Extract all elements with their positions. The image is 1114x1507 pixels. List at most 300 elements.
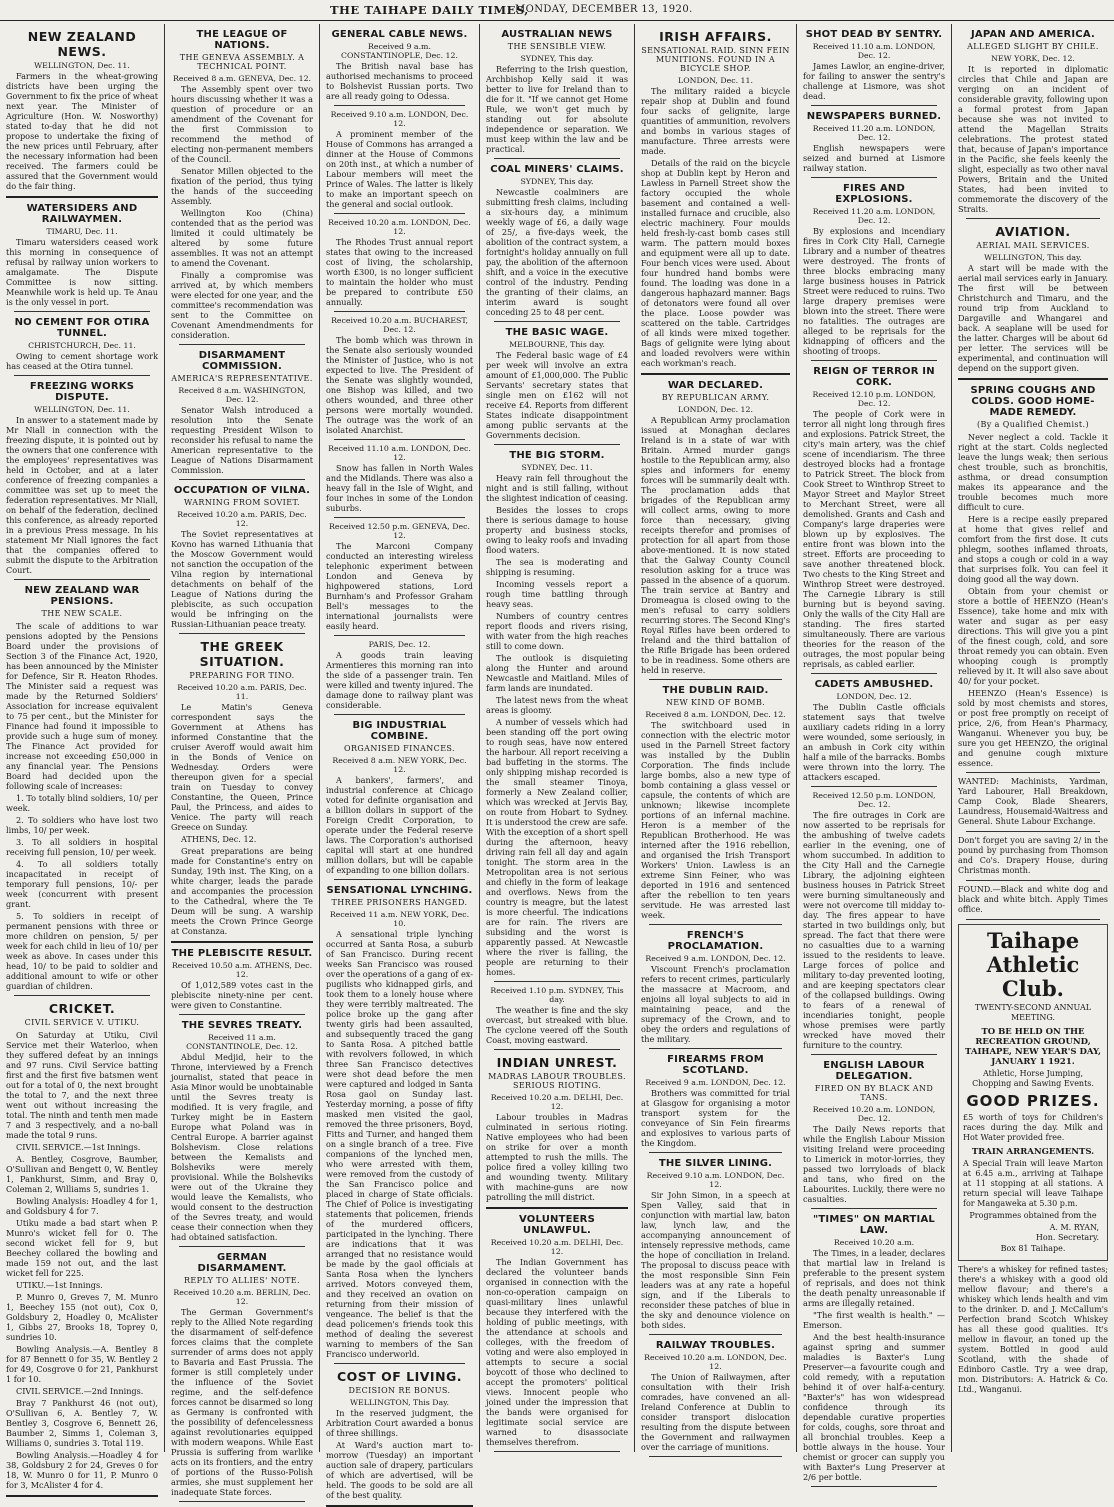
article-paragraph: The military raided a bicycle repair shop at Dublin and found four sacks of gelignite, large quantities of ammunition, revolvers and bombs in various stages of manufacture. Three arrests were made. [641, 86, 790, 156]
ad-secretary-title: Hon. Secretary. [1035, 1233, 1099, 1242]
article [171, 639, 313, 936]
article-headline: VOLUNTEERS UNLAWFUL. [519, 1214, 595, 1236]
article-body [171, 1307, 313, 1497]
article [326, 444, 473, 513]
article-dateline: Received 10.20 a.m. BUCHAREST, Dec. 12. [331, 316, 468, 334]
article-body [326, 463, 473, 513]
article [326, 522, 473, 631]
ad-events: Athletic, Horse Jumping, Chopping and Sawing Events. [972, 1069, 1094, 1088]
article-paragraph: The Marconi Company conducted an interesting wireless telephonic experiment between London and Geneva by highpowered stations, Lord Burnham's and Professor Graham Bell's messages to the international journalists were easily heard. [326, 541, 473, 631]
divider [334, 213, 465, 214]
article-dateline: Received 8 a.m. LONDON, Dec. 12. [645, 710, 786, 719]
article-paragraph: A goods train leaving Armentieres this morning ran into the side of a passenger train. Ten were killed and twenty injured. The damage done to railway plant was considerable. [326, 650, 474, 710]
divider [14, 375, 150, 376]
article-body [803, 1124, 945, 1204]
article [326, 110, 473, 209]
article-subheading: BY REPUBLICAN ARMY. [661, 393, 770, 402]
article [326, 885, 473, 1359]
article-paragraph: Wellington Koo (China) contended that as the period was limited it could ultimately be altered by some future assemblies. It was not an attempt to amend the Covenant. [171, 208, 313, 268]
article-body [326, 237, 473, 307]
article-headline: NEW ZEALAND NEWS. [27, 29, 137, 59]
divider [811, 360, 937, 361]
article-dateline: Received 10.20 a.m. PARIS, Dec. 11. [177, 683, 307, 701]
article-paragraph: Besides the losses to crops there is serious damage to house property and business stocks, owing to leaky roofs and invading flood waters. [486, 505, 628, 555]
divider [958, 378, 1108, 380]
divider [334, 517, 465, 518]
ad-meeting: TWENTY-SECOND ANNUAL MEETING. [974, 1003, 1092, 1022]
article-headline: THE LEAGUE OF NATIONS. [196, 29, 288, 51]
article-body [803, 810, 945, 1050]
article-dateline: Received 9.10 a.m. LONDON, Dec. 12. [646, 1171, 785, 1189]
divider [179, 633, 305, 634]
column-6 [797, 24, 952, 1482]
article [6, 317, 158, 371]
article-paragraph: Brothers was committed for trial at Glasgow for organising a motor transport system for the conveyance of Sin Fein firearms and explosives to various parts of the Kingdom. [641, 1088, 790, 1148]
article-headline: THE DUBLIN RAID. [662, 685, 769, 696]
article-headline: THE GREEK SITUATION. [199, 639, 285, 669]
article [6, 381, 158, 575]
article-body [803, 409, 945, 669]
article-headline: AUSTRALIAN NEWS [501, 29, 613, 40]
article-dateline: LONDON, Dec. 12. [836, 692, 912, 701]
article-subheading: ALLEGED SLIGHT BY CHILE. [967, 42, 1099, 51]
article-paragraph: In the reserved judgment, the Arbitration Court awarded a bonus of three shillings. [326, 1408, 473, 1438]
article-dateline: MELBOURNE, This day. [509, 340, 605, 349]
article-paragraph: Newcastle coalminers are submitting fresh claims, including a six-hours day, a minimum weekly wage of £6, a daily wage of 25/, a five-days week, the abolition of the contract system, a fortnight's holiday annually on full pay, the abolition of the afternoon shift, and a voice in the executive control of the industry. Pending the granting of their claims, an interim award is sought conceding 25 to 48 per cent. [486, 187, 629, 317]
article [641, 685, 790, 920]
article-dateline: Received 8 a.m. GENEVA, Dec. 12. [172, 74, 312, 83]
article [641, 930, 790, 1044]
divider [494, 321, 620, 322]
article-paragraph: The Times, in a leader, declares that martial law in Ireland is preferable to the present system of reprisals, and does not think the death penalty unreasonable if arms are illegally retained. [803, 1248, 945, 1308]
article [641, 380, 790, 675]
article-paragraph: Referring to the Irish question, Archbishop Kelly said it was better to live for Ireland than to die for it. "If we cannot get Home Rule, we won't get much by standing out for absolute independence or separation. We must keep within the law and be practical. [486, 64, 628, 154]
divider [649, 924, 782, 925]
divider [14, 579, 150, 580]
article-dateline: Received 10.20 a.m. BERLIN, Dec. 12. [173, 1288, 311, 1306]
article-paragraph: The outlook is disquieting along the Hunter and around Newcastle and Maitland. Miles of farm lands are inundated. [486, 653, 628, 693]
newspaper-title: THE TAIHAPE DAILY TIMES, [330, 3, 529, 17]
article-body [171, 1052, 313, 1242]
article-paragraph: HEENZO (Hean's Essence) is sold by most chemists and stores, or post free promptly on receipt of price, 2/6, from Hean's Pharmacy, Wanganui. Whenever you buy, be sure you get HEENZO, the original and genuine cough mixture essence. [958, 688, 1108, 768]
column-1 [0, 24, 165, 1490]
ad-train-details: A Special Train will leave Marton at 6.45 a.m., arriving at Taihape at 11 stopping at all stations. A return special will leave Taihape for Mangaweka at 5.30 p.m. [963, 1159, 1103, 1208]
divider [494, 158, 620, 159]
article-dateline: Received 9 a.m. LONDON, Dec. 12. [645, 1078, 786, 1087]
divider [14, 311, 150, 312]
divider [811, 673, 937, 674]
article-headline: JAPAN AND AMERICA. [971, 29, 1095, 40]
classified-ad: WANTED: Machinists, Yardman, Yard Labourer, Hall Breakdown, Camp Cook, Blade Shearers, Laundress, Housemaid-Waitress and General. Shute Labour Exchange. [958, 777, 1108, 826]
divider [649, 1334, 782, 1335]
divider [486, 1207, 628, 1209]
article-dateline: Received 11.20 a.m. LONDON, Dec. 12. [812, 207, 936, 225]
article-dateline: Received 10.20 a.m. PARIS, Dec. 12. [177, 510, 307, 528]
article [958, 224, 1108, 373]
article [803, 29, 945, 101]
article-body [326, 650, 473, 710]
article-paragraph: A number of vessels which had been standing off the port owing to rough seas, have now entered the harbour. All report receiving a bad buffeting in the storms. The only shipping mishap recorded is the small steamer Tinoya, formerly a New Zealand collier, which was wrecked at Jervis Bay, on route from Hobart to Sydney. It is understood the crew are safe. With the exception of a short spell during the afternoon, heavy driving rain fell all day and again tonight. The storm area in the Metropolitan area is not serious and chiefly in the form of leakage and overflows. News from the country is meagre, but the latest is more cheerful. The indications are for rain. The rivers are subsiding and the worst is apparently passed. At Newcastle where the river is falling, the people are returning to their homes. [486, 717, 628, 977]
article-headline: FIRES AND EXPLOSIONS. [835, 183, 913, 205]
divider [494, 444, 620, 445]
divider [811, 1486, 937, 1487]
article-paragraph: Numbers of country centres report floods and rivers rising, with water from the high reaches still to come down. [486, 611, 628, 651]
article-paragraph: Utiku made a bad start when P. Munro's wicket fell for 0. The second wicket fell for 9, but Beechey collared the bowling and made 159 not out, and the last wicket fell for 225. [6, 1218, 158, 1278]
article-dateline: SYDNEY, This day. [520, 54, 594, 63]
article [326, 640, 473, 710]
article-paragraph: ATHENS, Dec. 12. [181, 834, 257, 844]
article [803, 183, 945, 356]
divider [494, 1451, 620, 1452]
divider [649, 1152, 782, 1153]
article-paragraph: English newspapers were seized and burned at Lismore railway station. [803, 143, 945, 173]
article-dateline: WELLINGTON, This Day. [349, 1398, 449, 1407]
divider [334, 311, 465, 312]
article-paragraph: Great preparations are being made for Constantine's entry on Sunday, 19th inst. The King, on a white charger, leads the parade and accompanies the procession to the Cathedral, where the Te Deum will be sung. A warship meets the Crown Prince George at Constanza. [171, 846, 313, 936]
article [958, 29, 1108, 214]
article [326, 29, 473, 101]
article-body [641, 964, 790, 1044]
article-body [486, 1112, 628, 1202]
article-dateline: Received 10.20 a.m. LONDON, Dec. 12. [328, 218, 471, 236]
article-paragraph: Snow has fallen in North Wales and the Midlands. There was also a heavy fall in the Isle of Wight, and four inches in some of the London suburbs. [326, 463, 473, 513]
article-paragraph: The Rhodes Trust annual report states that owing to the increased cost of living, the scholarship, worth £300, is no longer sufficient to maintain the holder who must be prepared to contribute £50 annually. [326, 237, 473, 307]
article-dateline: Received 10.20 a.m. LONDON, Dec. 12. [644, 1353, 787, 1371]
article-headline: AVIATION. [995, 224, 1071, 239]
article-paragraph: James Lawlor, an engine-driver, for failing to answer the sentry's challenge at Lismore, was shot dead. [803, 61, 945, 101]
article [486, 986, 628, 1045]
article-body [641, 720, 790, 920]
article-subheading: (By a Qualified Chemist.) [976, 420, 1090, 429]
article-subheading: PREPARING FOR TINO. [189, 671, 295, 680]
article [171, 350, 313, 475]
article-body [486, 64, 628, 154]
divider [14, 995, 150, 996]
article-body [6, 237, 158, 307]
article-dateline: SYDNEY, Dec. 11. [521, 463, 593, 472]
article-paragraph: By explosions and incendiary fires in Cork City Hall, Carnegie Library and a number of theatres were destroyed. The fronts of three blocks embracing many large business houses in Patrick Street were reduced to ruins. Two large drapery premises were blown into the street. There were no fatalities. The outrages are alleged to be reprisals for the kidnapping of officers and the shooting of troops. [803, 226, 945, 356]
article-body [803, 61, 945, 101]
article [486, 450, 628, 977]
article-body [803, 702, 945, 782]
divider [966, 880, 1100, 881]
article-dateline: Received 10.50 a.m. ATHENS, Dec. 12. [171, 961, 313, 979]
article-paragraph: And the best health-insurance against spring and summer maladies is Baxter's Lung Preserver—a favourite cough and cold remedy, with a reputation behind it of over half-a-century. "Baxter's" has won widespread confidence through its dependable curative properties for colds, coughs, sore throat and all bronchial troubles. Keep a bottle always in the house. Your chemist or grocer can supply you with Baxter's Lung Preserver at 2/6 per bottle. [803, 1332, 945, 1482]
article-paragraph: At Ward's auction mart to-morrow (Tuesday) an important auction sale of drapery, particulars of which are advertised, will be held. The goods to be sold are all of the best quality. [326, 1440, 473, 1500]
divider [649, 679, 782, 680]
article-body [6, 621, 158, 991]
article [486, 29, 628, 154]
article-subheading: SENSATIONAL RAID. SINN FEIN MUNITIONS. FOUND IN A BICYCLE SHOP. [641, 46, 790, 73]
article-body [171, 980, 313, 1010]
issue-date: MONDAY, DECEMBER 13, 1920. [515, 4, 693, 15]
divider [811, 177, 937, 178]
divider [334, 1363, 465, 1364]
article [803, 111, 945, 173]
article [803, 791, 945, 1050]
article [6, 1001, 158, 1490]
divider [334, 714, 465, 715]
article-subheading: THE SENSIBLE VIEW. [507, 42, 607, 51]
article [171, 485, 313, 629]
article [803, 679, 945, 782]
article-headline: GENERAL CABLE NEWS. [331, 29, 468, 40]
article-headline: SHOT DEAD BY SENTRY. [805, 29, 943, 40]
divider [494, 1049, 620, 1050]
divider [966, 919, 1100, 920]
article-paragraph: A bankers', farmers', and industrial conference at Chicago voted for definite organisation and a billion dollars in support of the Foreign Credit Corporation, to operate under the Federal reserve laws. The Corporation's authorised capital will start at one hundred million dollars, but will be capable of expanding to one billion dollars. [326, 775, 473, 875]
article-paragraph: Labour troubles in Madras culminated in serious rioting. Native employees who had been on strike for over a month attempted to rush the mills. The police fired a volley killing two and wounding twenty. Military with machine-guns are now patrolling the mill district. [486, 1112, 628, 1202]
article-subheading: THREE PRISONERS HANGED. [331, 898, 468, 907]
article-paragraph: Senator Walsh introduced a resolution into the Senate requesting President Wilson to reconsider his refusal to name the American representative to the League of Nations Disarmament Commission. [171, 405, 313, 475]
ad-box: Box 81 Taihape. [1000, 1244, 1066, 1253]
article [641, 1340, 790, 1452]
article-paragraph: 3. To all soldiers in hospital receiving full pension, 10/ per week. [6, 837, 158, 857]
ad-programmes: Programmes obtained from the [969, 1211, 1097, 1220]
article-body [171, 84, 313, 340]
masthead [0, 0, 1114, 21]
article-body [326, 129, 473, 209]
article-paragraph: The Assembly spent over two hours discussing whether it was a question of procedure or an amendment of the Covenant for the first Commission to recommend the method of electing non-permanent members of the Council. [171, 84, 313, 164]
article-body [641, 1372, 790, 1452]
divider [494, 981, 620, 982]
article-paragraph: The bomb which was thrown in the Senate also seriously wounded the Minister of Justice, who is not expected to live. The President of the Senate was slightly wounded, one Bishop was killed, and two others wounded, and three other persons were mortally wounded. The outrage was the work of an isolated Anarchist. [326, 335, 473, 435]
article [641, 29, 790, 368]
article-body [486, 1005, 628, 1045]
article-headline: NEWSPAPERS BURNED. [806, 111, 942, 122]
divider [6, 196, 158, 198]
article-body [6, 1030, 158, 1490]
article-body [958, 263, 1108, 373]
article-dateline: Received 10.20 a.m. [833, 1238, 915, 1247]
article-dateline: Received 10.20 a.m. LONDON, Dec. 12. [812, 1105, 936, 1123]
article-headline: OCCUPATION OF VILNA. [173, 485, 311, 496]
article-dateline: NEW YORK, Dec. 12. [991, 54, 1075, 63]
article-dateline: CHRISTCHURCH, Dec. 11. [28, 341, 136, 350]
article-paragraph: The latest news from the wheat areas is gloomy. [486, 695, 628, 715]
divider [649, 1048, 782, 1049]
article [171, 29, 313, 340]
article-paragraph: The sea is moderating and shipping is resuming. [486, 557, 628, 577]
article-subheading: NEW KIND OF BOMB. [665, 698, 766, 707]
article-headline: RAILWAY TROUBLES. [655, 1340, 776, 1351]
article-paragraph: UTIKU.—1st Innings. [16, 1280, 103, 1290]
article [171, 1020, 313, 1242]
article-body [803, 1248, 945, 1482]
divider [811, 786, 937, 787]
article-paragraph: 5. To soldiers in receipt of permanent pensions with three or more children on pension, 5/ per week for each child in lieu of 10/ per week as above. In cases under this head, 10/ to be paid to soldier and additional amount to wife or other guardian of children. [6, 911, 158, 991]
article-paragraph: Viscount French's proclamation refers to recent crimes, particularly the massacre at Macroom, and enjoins all loyal subjects to aid in maintaining peace, and the supremacy of the Crown, and to obey the orders and regulations of the military. [641, 964, 790, 1044]
article-headline: THE SEVRES TREATY. [181, 1020, 303, 1031]
article-dateline: PARIS, Dec. 12. [368, 640, 431, 649]
athletic-club-advertisement [958, 924, 1108, 1261]
article-paragraph: The Federal basic wage of £4 per week will involve an extra amount of £1,000,000. The Public Servants' secretary states that single men on £162 will not receive £4. Reports from different States indicate disappointment among public servants at the Governments decision. [486, 350, 628, 440]
article-body [641, 415, 790, 675]
article-paragraph: Le Matin's Geneva correspondent says the Government at Athens has informed Constantine that the cruiser Averoff would await him in the Bonds of Venice on Wednesday. Orders were thereupon given for a special train on Tuesday to convey Constantine, the Queen, Prince Paul, the Princess, and aides to Venice. The party will reach Greece on Sunday. [171, 702, 313, 832]
article-paragraph: P. Munro 0, Greves 7, M. Munro 1, Beechey 155 (not out), Cox 0, Goldsbury 2, Hoadley 0, McAlister 1, Gibbs 27, Brooks 18, Toprey 0, sundries 10. [6, 1292, 158, 1342]
article-headline: IRISH AFFAIRS. [659, 29, 772, 44]
article-subheading: FIRED ON BY BLACK AND TANS. [814, 1084, 934, 1102]
article-paragraph: Heavy rain fell throughout the night and is still falling, without the slightest indication of ceasing. [486, 473, 628, 503]
article-body [171, 529, 313, 629]
divider [334, 879, 465, 880]
ad-prizes: GOOD PRIZES. [966, 1092, 1100, 1110]
divider [811, 1054, 937, 1055]
article [171, 948, 313, 1010]
article-headline: GERMAN DISARMAMENT. [197, 1252, 287, 1274]
article-paragraph: On Saturday at Utiku, Civil Service met their Waterloo, when they suffered defeat by an innings and 97 runs. Civil Service batting first and the first five batsmen went out for a total of 0, the next brought the total to 7, and the next three went out without increasing the total. The ninth and tenth men made 7 and 3 respectively, and a no-ball made the total 9 runs. [6, 1030, 158, 1140]
classified-ad: FOUND.—Black and white dog and black and white bitch. Apply Times office. [958, 885, 1108, 914]
ad-secretary: A. M. RYAN, [1049, 1223, 1099, 1232]
article-body [641, 86, 790, 368]
article-subheading: MADRAS LABOUR TROUBLES. SERIOUS RIOTING. [488, 1072, 626, 1090]
article-headline: THE SILVER LINING. [658, 1158, 773, 1169]
article-paragraph: A prominent member of the House of Commons has arranged a dinner at the House of Commons on 20th inst., at which a number of Labour members will meet the Prince of Wales. The latter is likely to make an important speech on the general and social outlook. [326, 129, 473, 209]
article-paragraph: Bray 7 Pankhurst 46 (not out), O'Sullivan 6, A. Bentley 7, W. Bentley 3, Cosgrove 6, Bennett 26, Baumber 2, Simms 1, Coleman 3, Williams 0, sundries 3. Total 119. [6, 1398, 158, 1448]
article-headline: CADETS AMBUSHED. [814, 679, 934, 690]
article-dateline: Received 10.20 a.m. DELHI, Dec. 12. [490, 1093, 624, 1111]
divider [966, 218, 1100, 219]
article [803, 1060, 945, 1204]
article-headline: DISARMAMENT COMMISSION. [198, 350, 286, 372]
article [326, 218, 473, 307]
article [326, 1369, 473, 1500]
article-dateline: WELLINGTON, Dec. 11. [34, 61, 130, 70]
article-paragraph: Owing to cement shortage work has ceased at the Otira tunnel. [6, 351, 158, 371]
article-paragraph: The scale of additions to war pensions adopted by the Pensions Board under the provisions of Section 3 of the Finance Act, 1920, has been announced by the Minister for Defence, Sir R. Heaton Rhodes. The Minister said a request was made by the Returned Soldiers' Association for increase equivalent to 75 per cent., but the Minister for Finance had found it impossible to provide such a huge sum of money. The Finance Act provided for increase not exceeding £50,000 in any financial year. The Pensions Board had decided upon the following scale of increases: [6, 621, 158, 791]
article-body [171, 702, 313, 936]
article-subheading: AMERICA'S REPRESENTATIVE. [171, 374, 313, 383]
divider [179, 1246, 305, 1247]
article-dateline: Received 9 a.m. CONSTANTINOPLE, Dec. 12. [341, 42, 458, 60]
divider [811, 1208, 937, 1209]
article-body [486, 473, 628, 977]
article-subheading: THE GENEVA ASSEMBLY. A TECHNICAL POINT. [179, 53, 305, 71]
article-body [326, 61, 473, 101]
article-body [803, 143, 945, 173]
article-dateline: Received 10.20 a.m. DELHI, Dec. 12. [490, 1238, 624, 1256]
article-dateline: LONDON, Dec. 11. [678, 76, 753, 85]
article-dateline: Received 11 a.m. CONSTANTINOLE, Dec. 12. [186, 1033, 298, 1051]
article-paragraph: Details of the raid on the bicycle shop at Dublin kept by Heron and Lawless in Parnell Street show the factory occupied the whole basement and contained a well-installed furnace and crucible, also electric machinery. Four moulds held fresh-ly-cast bomb cases still warm. The pattern mould boxes and equipment were all up to date. Four bench vices were used. About four hundred hand bombs were found. The loading was done in a dangerous haphazard manner. Bags of detonators were found all over the place. Loose powder was scattered on the table. Cartridges of all kinds were mixed together. Bags of gelignite were lying about and loaded revolvers were within each workman's reach. [641, 158, 790, 368]
article-body [958, 64, 1108, 214]
article-paragraph: Senator Millen objected to the fixation of the period, thus tying the hands of the succeeding Assembly. [171, 166, 313, 206]
divider [171, 941, 313, 943]
article-body [641, 1088, 790, 1148]
article-paragraph: Farmers in the wheat-growing districts have been urging the Government to fix the price of wheat next year. The Minister of Agriculture (Hon. W. Nosworthy) stated to-day that he did not propose to undertake the fixing of the new prices until February, after the necessary information had been received. The farmers could be assured that the Government would do the fair thing. [6, 71, 158, 191]
article-paragraph: CIVIL SERVICE.—1st Innings. [16, 1142, 141, 1152]
article-headline: FIREARMS FROM SCOTLAND. [667, 1054, 764, 1076]
article [171, 1252, 313, 1497]
article-headline: FRENCH'S PROCLAMATION. [667, 930, 764, 952]
divider [334, 635, 465, 636]
classified-ad: Don't forget you are saving 2/ in the pound by purchasing from Thomson and Co's. Drapery House, during Christmas month. [958, 836, 1108, 875]
article-dateline: Received 8 a.m. NEW YORK, Dec. 12. [332, 756, 467, 774]
divider [966, 772, 1100, 773]
article [6, 29, 158, 191]
article-dateline: Received 11 a.m. NEW YORK, Dec. 10. [329, 910, 470, 928]
ad-title-line-2: Athletic Club. [986, 952, 1080, 1001]
article-headline: BIG INDUSTRIAL COMBINE. [352, 720, 447, 742]
article-dateline: Received 11.10 a.m. LONDON, Dec. 12. [812, 42, 936, 60]
divider [641, 373, 790, 375]
article-paragraph: The Indian Government has declared the volunteer bands organised in connection with the non-co-operation campaign on quasi-military lines unlawful because they interfered with the holding of public meetings, with the attendance at schools and colleges, with the freedom of voting and were also employed in attempts to secure a social boycott of those who declined to accept the promoters' political views. Innocent people who joined under the impression that the bands were organised for legitimate social service are warned to disassociate themselves therefrom. [486, 1257, 628, 1447]
article-headline: "TIMES" ON MARTIAL LAW. [813, 1214, 935, 1236]
ad-venue: TO BE HELD ON THE RECREATION GROUND, TAIHAPE, NEW YEAR'S DAY, JANUARY 1 1921. [965, 1027, 1101, 1067]
article-paragraph: Incoming vessels report a rough time battling through heavy seas. [486, 579, 628, 609]
divider [179, 1501, 305, 1502]
divider [179, 479, 305, 480]
article-headline: WAR DECLARED. [667, 380, 764, 391]
article-paragraph: "The first wealth is health." —Emerson. [803, 1310, 945, 1330]
article-headline: INDIAN UNREST. [496, 1055, 618, 1070]
column-7 [952, 24, 1114, 1452]
article-body [326, 1408, 473, 1500]
article-paragraph: Abdul Medjid, heir to the Throne, interviewed by a French journalist, stated that peace in Asia Minor would be unobtainable until the Sevres treaty is modified. It is very fragile, and Turkey might be in Eastern Europe what Poland was in Central Europe. A barrier against Bolshevism. Close relations between the Kemalists and Bolsheviks were merely provisional. While the Bolsheviks were out of the Ukraine they would leave the Kemalists, who would consent to the destruction of the Sevres treaty, and would cease their connection when they had obtained satisfaction. [171, 1052, 313, 1242]
article-body [171, 405, 313, 475]
divider [649, 1456, 782, 1457]
article [958, 385, 1108, 768]
column-2 [165, 24, 320, 1497]
article-headline: COST OF LIVING. [336, 1369, 463, 1384]
article-body [486, 1257, 628, 1447]
article-body [6, 351, 158, 371]
article-paragraph: In answer to a statement made by Mr Niall in connection with the freezing dispute, it is pointed out by the owners that one conference with the employees' representatives was held in October, and at a later conference of freezing companies a committee was set up to meet the federation representatives. Mr Niall, on behalf of the federation, declined this conference, as already reported in a previous Press message. In his statement Mr Niall ignores the fact that the companies offered to submit the dispute to the Arbitration Court. [6, 415, 158, 575]
article-subheading: DECISION RE BONUS. [348, 1386, 451, 1395]
divider [811, 105, 937, 106]
article-body [486, 187, 628, 317]
article-body [326, 541, 473, 631]
column-7-articles [958, 29, 1108, 920]
article-dateline: SYDNEY, This day. [520, 177, 594, 186]
article-dateline: WELLINGTON, Dec. 11. [34, 405, 130, 414]
article-headline: NO CEMENT FOR OTIRA TUNNEL. [14, 317, 150, 339]
column-3 [320, 24, 480, 1500]
article-headline: THE PLEBISCITE RESULT. [171, 948, 313, 959]
article-paragraph: Never neglect a cold. Tackle it right at the start. Colds neglected leave the lungs weak; then serious chest trouble, such as bronchitis, asthma, or dread consumption makes its appearance and the trouble becomes much more difficult to cure. [958, 432, 1108, 512]
article [486, 1055, 628, 1202]
article-paragraph: Bowling Analysis.—Hoadley 4 for 38, Goldsbury 2 for 24, Greves 0 for 18, W. Munro 0 for 11, P. Munro 0 for 3, McAlister 4 for 4. [6, 1450, 158, 1490]
article-paragraph: Obtain from your chemist or store a bottle of HEENZO (Hean's Essence), take home and mix with water and sugar as per easy directions. This will give you a pint of the finest cough, cold, and sore throat remedy you can obtain. Even whooping cough is promptly relieved by it. It will also save about 40/ for your pocket. [958, 586, 1108, 686]
article-subheading: ORGANISED FINANCES. [344, 744, 455, 753]
article-paragraph: The people of Cork were in terror all night long through fires and explosions. Patrick Street, the city's main artery, was the chief scene of incendiarism. The three destroyed blocks had a frontage to Patrick Street. The block from Cook Street to Winthrop Street to Mayor Street and Maylor Street to Merchant Street, were all demolished. Grants and Cash and Company's large draperies were blown up by explosives. The entire front was blown into the street. Efforts are proceeding to save another threatened block. Two chests to the King Street and Winthrop Street were destroyed. The Carnegie Library is still burning but is beyond saving. Only the walls of the City Hall are standing. The fires started simultaneously. There are various theories for the reason of the outrages, the most popular being reprisals, as cabled earlier. [803, 409, 945, 669]
article-dateline: Received 12.50 p.m. GENEVA, Dec. 12. [329, 522, 470, 540]
article [326, 316, 473, 435]
article [6, 585, 158, 991]
article [486, 1214, 628, 1447]
article-headline: ENGLISH LABOUR DELEGATION. [823, 1060, 925, 1082]
article-dateline: Received 9 a.m. LONDON, Dec. 12. [645, 954, 786, 963]
article-paragraph: The Dublin Castle officials statement says that twelve auxiliary cadets riding in a lorry were wounded, some seriously, in an ambush in Cork city within half a mile of the barracks. Bombs were thrown into the lorry. The attackers escaped. [803, 702, 945, 782]
article-dateline: Received 12.10 p.m. LONDON, Dec. 12. [812, 390, 936, 408]
article-subheading: CIVIL SERVICE V. UTIKU. [24, 1018, 140, 1027]
column-4 [480, 24, 635, 1452]
article-headline: COAL MINERS' CLAIMS. [490, 164, 624, 175]
article [486, 164, 628, 317]
divider [6, 1495, 158, 1497]
ad-prizes-detail: £5 worth of toys for Children's races during the day. Milk and Hot Water provided free. [963, 1113, 1103, 1142]
article-headline: SENSATIONAL LYNCHING. [326, 885, 473, 896]
article-paragraph: The British naval base has authorised mechanisms to proceed to Bolshevist Russian ports. Two are all ready going to Odessa. [326, 61, 473, 101]
article-dateline: Received 9.10 a.m. LONDON, Dec. 12. [330, 110, 469, 128]
article-paragraph: Bowling Analysis.—A. Bentley 8 for 87 Bennett 0 for 35, W. Bentley 2 for 49, Cosgrove 0 for 21, Pankhurst 1 for 10. [6, 1344, 158, 1384]
divider [966, 831, 1100, 832]
divider [179, 344, 305, 345]
article-dateline: Received 11.10 a.m. LONDON, Dec. 12. [328, 444, 471, 462]
article [6, 203, 158, 307]
article [486, 327, 628, 440]
article-headline: THE BIG STORM. [509, 450, 605, 461]
